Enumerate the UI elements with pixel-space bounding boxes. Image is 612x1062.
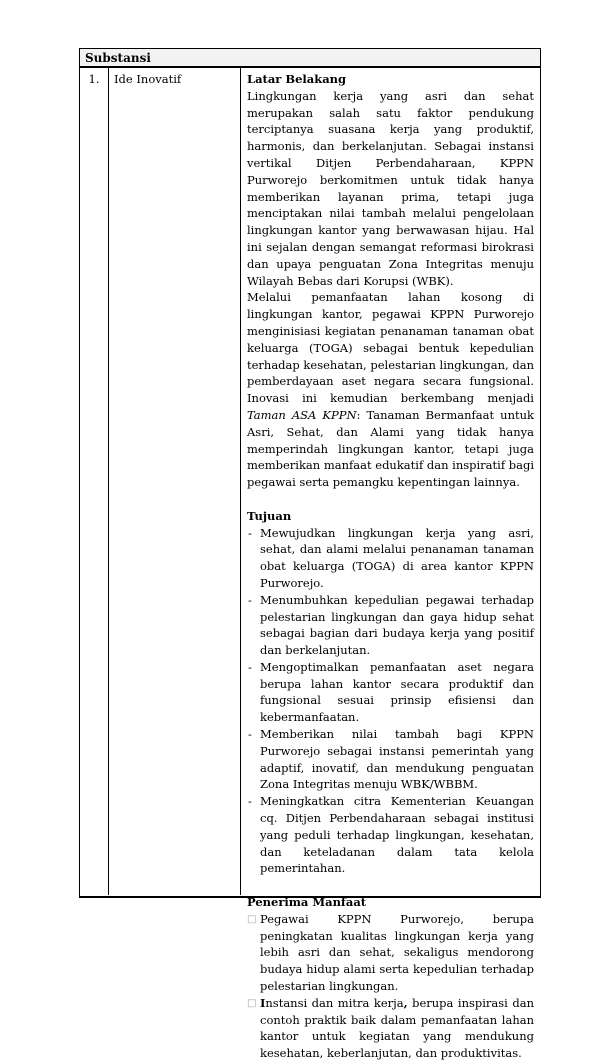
list-item-text: Memberikan nilai tambah bagi KPPN Purworejo sebagai instansi pemerintah yang adaptif, inovatif, dan mendukung penguatan Zona Integritas menuju WBK/WBBM. <box>260 727 534 792</box>
dash-bullet-icon: - <box>248 525 252 540</box>
latar-belakang-heading: Latar Belakang <box>247 72 347 86</box>
row-content-cell <box>241 68 540 1061</box>
table-row <box>80 68 540 1061</box>
list-item <box>247 726 534 793</box>
spacer <box>247 491 534 508</box>
row-number: 1. <box>88 72 100 86</box>
list-item-text-bold-comma: , <box>403 995 408 1010</box>
latar-belakang-paragraph-2 <box>247 289 534 491</box>
tujuan-heading: Tujuan <box>247 508 292 523</box>
paragraph-segment: Melalui pemanfaatan lahan kosong di lingkungan kantor, pegawai KPPN Purworejo menginisiasi kegiatan penanaman tanaman obat keluarga (TOGA) sebagai bentuk kepedulian terhadap kesehatan, pelestarian lingkungan, dan pemberdayaan aset negara secara fungsional. Inovasi ini kemudian berkembang menjadi <box>247 290 534 406</box>
square-bullet-icon: □ <box>247 913 257 925</box>
paragraph-segment: : Tanaman Bermanfaat untuk Asri, Sehat, dan Alami yang tidak hanya memperindah lingkungan kantor, tetapi juga memberikan manfaat edukatif dan inspiratif bagi pegawai serta pemangku kepentingan lainnya. <box>247 407 534 490</box>
list-item <box>247 659 534 726</box>
list-item <box>247 995 534 1062</box>
latar-belakang-paragraph-1: Lingkungan kerja yang asri dan sehat merupakan salah satu faktor pendukung terciptanya suasana kerja yang produktif, harmonis, dan berkelanjutan. Sebagai instansi vertikal Ditjen Perbendaharaan, KPPN Purworejo berkomitmen untuk tidak hanya memberikan layanan prima, tetapi juga menciptakan nilai tambah melalui pengelolaan lingkungan kantor yang berwawasan hijau. Hal ini sejalan dengan semangat reformasi birokrasi dan upaya penguatan Zona Integritas menuju Wilayah Bebas dari Korupsi (WBK). <box>247 88 534 288</box>
list-item-text-bold-initial: I <box>260 995 266 1010</box>
dash-bullet-icon: - <box>248 659 252 674</box>
spacer <box>247 877 534 894</box>
penerima-manfaat-heading: Penerima Manfaat <box>247 895 367 910</box>
list-item-text: Pegawai KPPN Purworejo, berupa peningkatan kualitas lingkungan kerja yang lebih asri dan sehat, sekaligus mendorong budaya hidup alami serta kepedulian terhadap pelestarian lingkungan. <box>260 911 534 994</box>
list-item-text: Mengoptimalkan pemanfaatan aset negara berupa lahan kantor secara produktif dan fungsional sesuai prinsip efisiensi dan kebermanfaatan. <box>260 659 534 725</box>
list-item-text: nstansi dan mitra kerja <box>265 995 404 1010</box>
list-item <box>247 592 534 659</box>
row-number-cell <box>80 68 109 895</box>
row-label-cell <box>109 68 241 895</box>
list-item <box>247 911 534 995</box>
list-item <box>247 793 534 877</box>
tujuan-list <box>247 525 534 878</box>
list-item-text: berupa inspirasi dan contoh praktik baik dalam pemanfaatan lahan kantor untuk kegiatan yang mendukung kesehatan, keberlanjutan, dan produktivitas. <box>260 995 534 1061</box>
list-item <box>247 525 534 592</box>
list-item-text: Mewujudkan lingkungan kerja yang asri, sehat, dan alami melalui penanaman tanaman obat keluarga (TOGA) di area kantor KPPN Purworejo. <box>260 525 534 590</box>
row-label: Ide Inovatif <box>114 72 182 86</box>
penerima-manfaat-list <box>247 911 534 1062</box>
table-header-row <box>80 49 540 68</box>
dash-bullet-icon: - <box>248 592 252 607</box>
taman-asa-kppn-italic: Taman ASA KPPN <box>247 407 357 422</box>
substansi-table <box>79 48 541 1061</box>
list-item-text: Menumbuhkan kepedulian pegawai terhadap pelestarian lingkungan dan gaya hidup sehat sebagai bagian dari budaya kerja yang positif dan berkelanjutan. <box>260 592 534 658</box>
dash-bullet-icon: - <box>248 794 252 809</box>
dash-bullet-icon: - <box>248 727 252 742</box>
table-header-label: Substansi <box>85 50 151 65</box>
list-item-text: Meningkatkan citra Kementerian Keuangan cq. Ditjen Perbendaharaan sebagai institusi yang peduli terhadap lingkungan, kesehatan, dan keteladanan dalam tata kelola pemerintahan. <box>260 794 534 876</box>
square-bullet-icon: □ <box>247 997 257 1009</box>
